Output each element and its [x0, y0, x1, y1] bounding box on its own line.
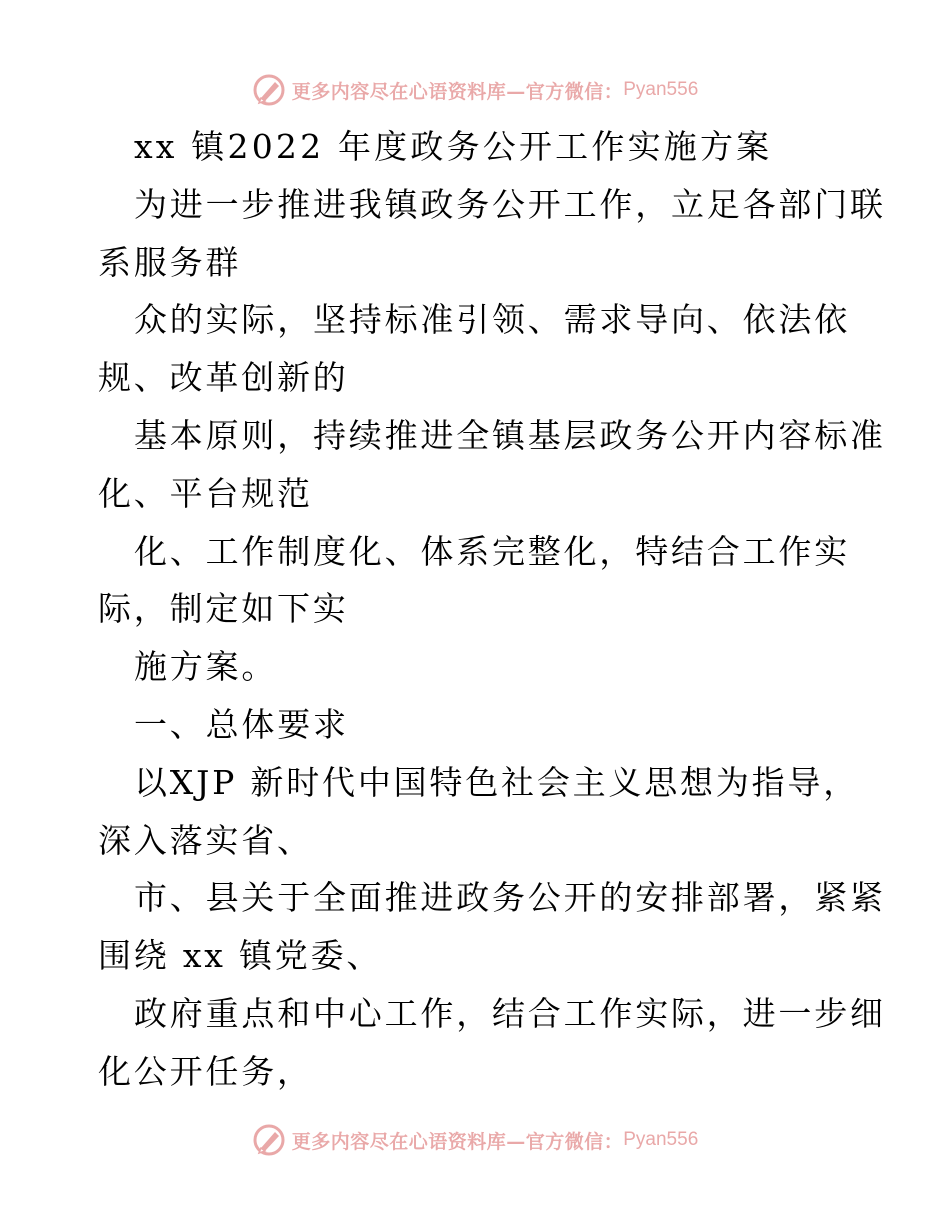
text-line: 系服务群 [98, 242, 242, 282]
banner-text: 更多内容尽在心语资料库—官方微信： [291, 1130, 624, 1153]
banner-text: 更多内容尽在心语资料库—官方微信： [291, 80, 624, 103]
banner-contact: Pyan556 [623, 1129, 699, 1150]
pen-logo-icon [252, 73, 286, 107]
text-line: 际，制定如下实 [98, 589, 349, 629]
text-line: 政府重点和中心工作，结合工作实际，进一步细 [134, 993, 886, 1033]
text-line: 基本原则，持续推进全镇基层政务公开内容标准 [134, 415, 886, 455]
text-line: 市、县关于全面推进政务公开的安排部署，紧紧 [134, 878, 886, 918]
text-line: 施方案。 [134, 647, 278, 687]
footer-watermark-banner [0, 1120, 950, 1160]
text-line: 深入落实省、 [98, 820, 313, 860]
text-line: 围绕 xx 镇党委、 [98, 936, 383, 976]
pen-logo-icon [252, 1123, 286, 1157]
text-line: 为进一步推进我镇政务公开工作，立足各部门联 [134, 184, 886, 224]
text-line: 化、工作制度化、体系完整化，特结合工作实 [134, 531, 850, 571]
banner-contact: Pyan556 [623, 79, 699, 100]
document-title: xx 镇2022 年度政务公开工作实施方案 [134, 127, 773, 166]
text-line: 化、平台规范 [98, 473, 313, 513]
section-heading: 一、总体要求 [134, 704, 349, 744]
text-line: 众的实际，坚持标准引领、需求导向、依法依 [134, 300, 850, 340]
text-line: 化公开任务， [98, 1051, 313, 1091]
document-body [98, 118, 886, 1101]
header-watermark-banner [0, 70, 950, 110]
text-line: 规、改革创新的 [98, 358, 349, 398]
text-line: 以XJP 新时代中国特色社会主义思想为指导， [134, 762, 860, 802]
